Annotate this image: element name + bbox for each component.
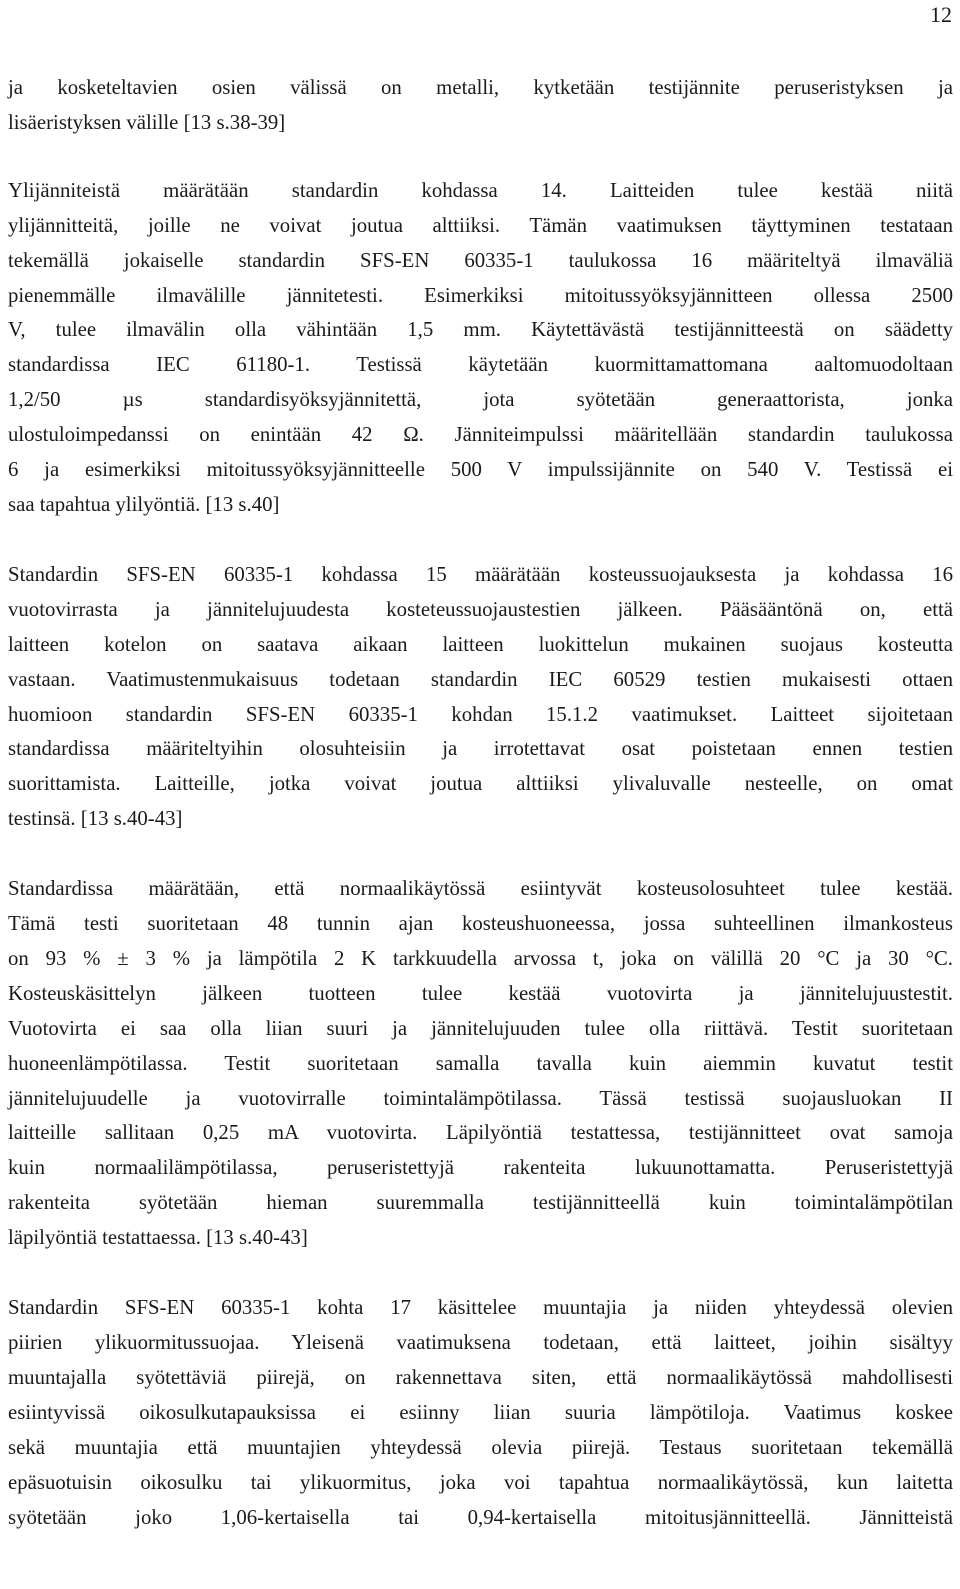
text-line: 6 ja esimerkiksi mitoitussyöksyjännitteelle 500 V impulssijännite on 540 V. Testissä ei: [8, 458, 953, 482]
text-line: laitteen kotelon on saatava aikaan laitteen luokittelun mukainen suojaus kosteutta: [8, 632, 953, 656]
text-line: ulostuloimpedanssi on enintään 42 Ω. Jänniteimpulssi määritellään standardin taulukossa: [8, 423, 953, 447]
text-line: Standardin SFS-EN 60335-1 kohdassa 15 määrätään kosteussuojauksesta ja kohdassa 16: [8, 562, 953, 586]
text-line: huoneenlämpötilassa. Testit suoritetaan samalla tavalla kuin aiemmin kuvatut testit: [8, 1051, 953, 1075]
text-line: saa tapahtua ylilyöntiä. [13 s.40]: [8, 492, 280, 516]
paragraph-transformers: [8, 1291, 953, 1535]
text-line: suorittamista. Laitteille, jotka voivat joutua alttiiksi ylivaluvalle nesteelle, on omat: [8, 772, 953, 796]
text-line: rakenteita syötetään hieman suuremmalla testijännitteellä kuin toimintalämpötilan: [8, 1191, 953, 1215]
paragraph-overvoltage: [8, 174, 953, 523]
text-line: läpilyöntiä testattaessa. [13 s.40-43]: [8, 1226, 308, 1250]
text-line: laitteille sallitaan 0,25 mA vuotovirta. Läpilyöntiä testattessa, testijännitteet ovat samoja: [8, 1121, 953, 1145]
text-line: V, tulee ilmavälin olla vähintään 1,5 mm. Käytettävästä testijännitteestä on säädetty: [8, 318, 953, 342]
text-line: epäsuotuisin oikosulku tai ylikuormitus, joka voi tapahtua normaalikäytössä, kun laitetta: [8, 1470, 953, 1494]
page-number: 12: [930, 2, 952, 27]
text-line: 1,2/50 µs standardisyöksyjännitettä, jota syötetään generaattorista, jonka: [8, 388, 953, 412]
text-line: syötetään joko 1,06-kertaisella tai 0,94-kertaisella mitoitusjännitteellä. Jännitteistä: [8, 1505, 953, 1529]
text-line: Kosteuskäsittelyn jälkeen tuotteen tulee kestää vuotovirta ja jännitelujuustestit.: [8, 981, 953, 1005]
text-line: lisäeristyksen välille [13 s.38-39]: [8, 110, 286, 134]
paragraph-moisture-protection: [8, 558, 953, 837]
text-line: pienemmälle ilmavälille jännitetesti. Esimerkiksi mitoitussyöksyjännitteen ollessa 2500: [8, 283, 953, 307]
text-line: huomioon standardin SFS-EN 60335-1 kohdan 15.1.2 vaatimukset. Laitteet sijoitetaan: [8, 702, 953, 726]
text-line: piirien ylikuormitussuojaa. Yleisenä vaatimuksena todetaan, että laitteet, joihin sisältyy: [8, 1331, 953, 1354]
text-line: ylijännitteitä, joille ne voivat joutua alttiiksi. Tämän vaatimuksen täyttyminen testataan: [8, 213, 953, 237]
text-line: kuin normaalilämpötilassa, peruseristettyjä rakenteita lukuunottamatta. Peruseristettyjä: [8, 1156, 953, 1180]
text-line: standardissa IEC 61180-1. Testissä käytetään kuormittamattomana aaltomuodoltaan: [8, 353, 953, 377]
text-line: tekemällä jokaiselle standardin SFS-EN 60335-1 taulukossa 16 määriteltyä ilmaväliä: [8, 248, 953, 272]
text-line: standardissa määriteltyihin olosuhteisiin ja irrotettavat osat poistetaan ennen testien: [8, 737, 953, 761]
text-line: on 93 % ± 3 % ja lämpötila 2 K tarkkuudella arvossa t, joka on välillä 20 °C ja 30 °C.: [8, 946, 953, 970]
text-line: ja kosketeltavien osien välissä on metalli, kytketään testijännite peruseristyksen ja: [8, 76, 953, 99]
text-line: Standardissa määrätään, että normaalikäytössä esiintyvät kosteusolosuhteet tulee kestää.: [8, 877, 953, 901]
text-line: Ylijänniteistä määrätään standardin kohdassa 14. Laitteiden tulee kestää niitä: [8, 178, 953, 202]
page-body: [8, 71, 953, 1535]
text-line: sekä muuntajia että muuntajien yhteydessä olevia piirejä. Testaus suoritetaan tekemällä: [8, 1435, 953, 1459]
text-line: jännitelujuudelle ja vuotovirralle toimintalämpötilassa. Tässä testissä suojausluokan II: [8, 1086, 953, 1110]
text-line: vastaan. Vaatimustenmukaisuus todetaan standardin IEC 60529 testien mukaisesti ottaen: [8, 667, 953, 691]
text-line: muuntajalla syötettäviä piirejä, on rakennettava siten, että normaalikäytössä mahdollisesti: [8, 1365, 953, 1389]
text-line: Tämä testi suoritetaan 48 tunnin ajan kosteushuoneessa, jossa suhteellinen ilmankosteus: [8, 912, 953, 936]
text-line: vuotovirrasta ja jännitelujuudesta kosteteussuojaustestien jälkeen. Pääsääntönä on, että: [8, 597, 953, 621]
paragraph-insulation-test: [8, 71, 953, 141]
text-line: Standardin SFS-EN 60335-1 kohta 17 käsittelee muuntajia ja niiden yhteydessä olevien: [8, 1296, 953, 1320]
paragraph-humidity-test: [8, 872, 953, 1256]
text-line: testinsä. [13 s.40-43]: [8, 807, 183, 831]
text-line: esiintyvissä oikosulkutapauksissa ei esiinny liian suuria lämpötiloja. Vaatimus koskee: [8, 1400, 953, 1424]
text-line: Vuotovirta ei saa olla liian suuri ja jännitelujuuden tulee olla riittävä. Testit suoritetaan: [8, 1016, 953, 1040]
